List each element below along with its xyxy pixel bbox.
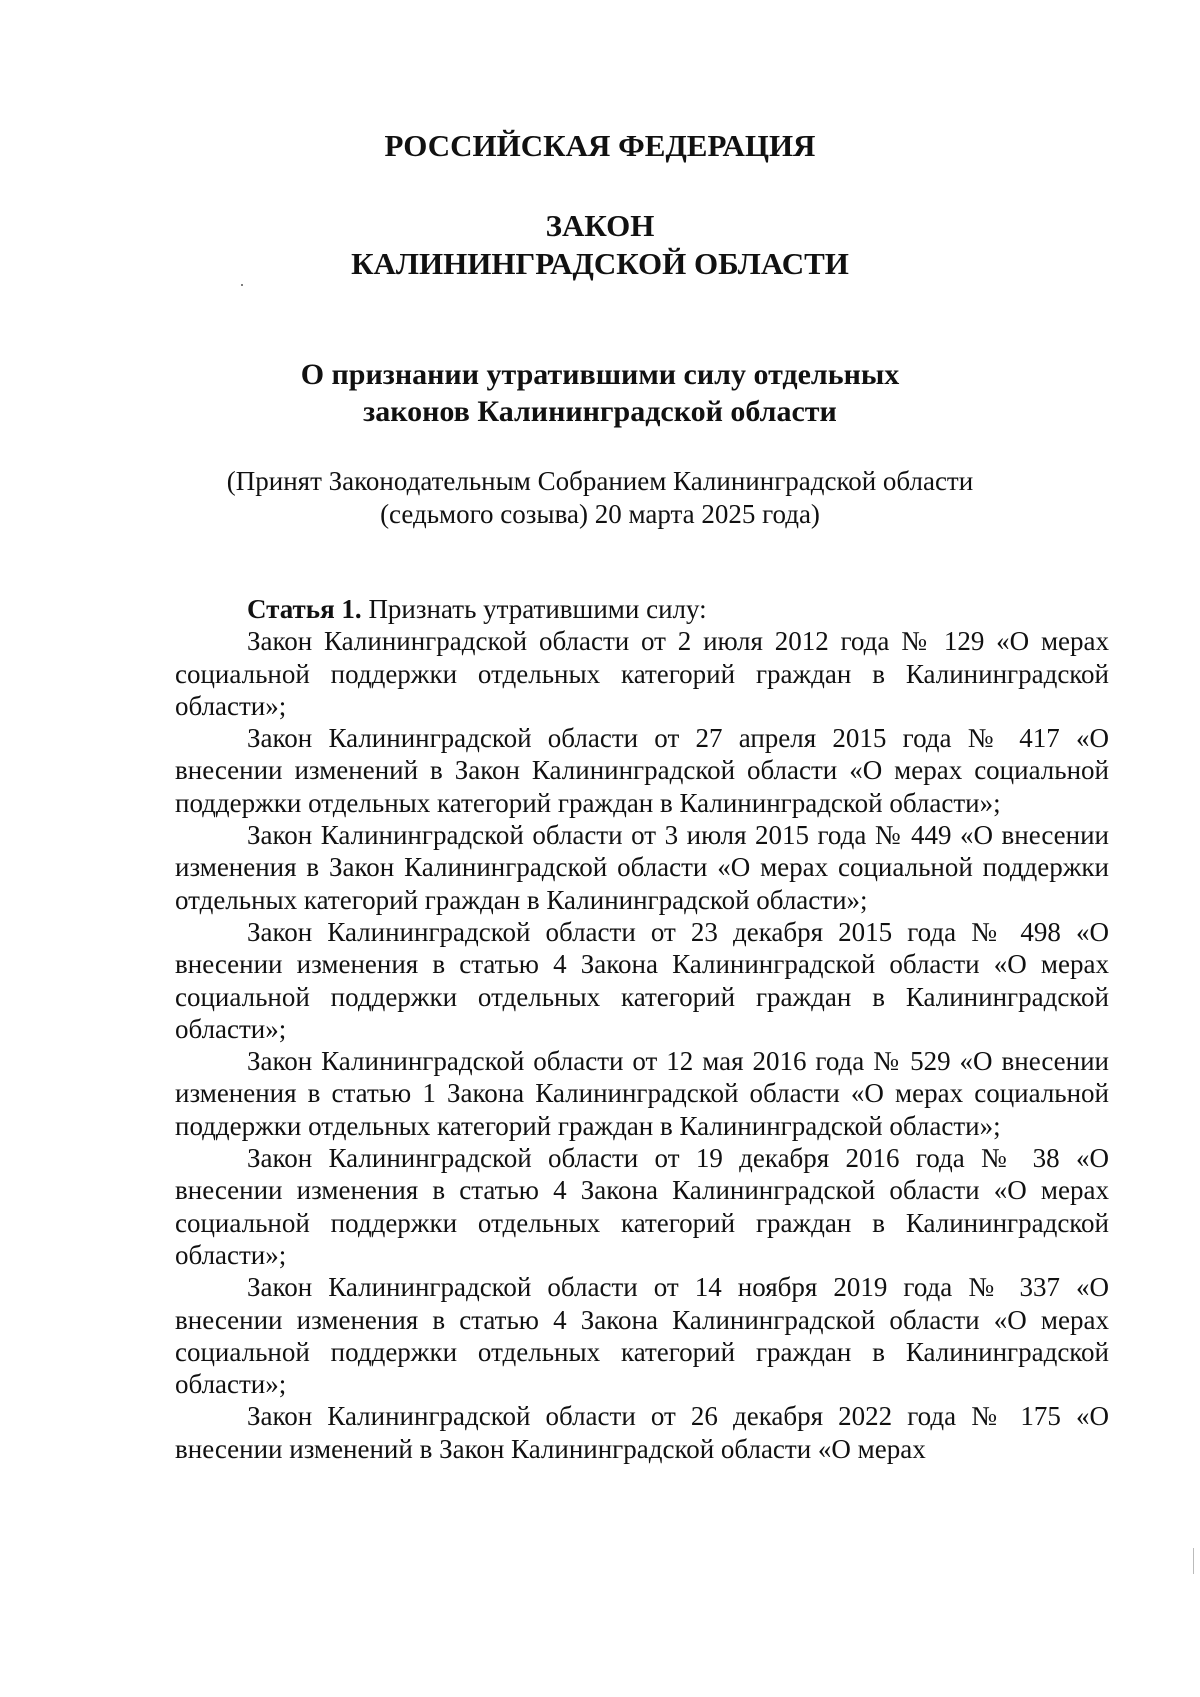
scan-speck [241, 284, 243, 286]
scan-edge-mark [1193, 1548, 1194, 1574]
article-1-intro: Признать утратившими силу: [361, 594, 707, 624]
law-subject-line-1: О признании утратившими силу отдельных [300, 358, 900, 391]
law-region-heading: КАЛИНИНГРАДСКОЙ ОБЛАСТИ [351, 246, 849, 281]
article-1-item: Закон Калининградской области от 2 июля 2012 года № 129 «О мерах социальной поддержки отдельных категорий граждан в Калининградской области»; [175, 626, 1109, 721]
article-1-item: Закон Калининградской области от 27 апреля 2015 года № 417 «О внесении изменений в Закон Калининградской области «О мерах социальной поддержки отдельных категорий граждан в Калининградской области»; [175, 723, 1109, 818]
article-1-item: Закон Калининградской области от 26 декабря 2022 года № 175 «О внесении изменений в Закон Калининградской области «О мерах [175, 1401, 1109, 1464]
article-1-item: Закон Калининградской области от 19 декабря 2016 года № 38 «О внесении изменения в статью 4 Закона Калининградской области «О мерах социальной поддержки отдельных категорий граждан в Калининградской области»; [175, 1143, 1109, 1270]
law-subject [0, 356, 1200, 430]
article-1-heading [175, 593, 1109, 625]
law-subject-line-2: законов Калининградской области [363, 395, 837, 428]
adoption-note [0, 465, 1200, 531]
article-1-item: Закон Калининградской области от 23 декабря 2015 года № 498 «О внесении изменения в статью 4 Закона Калининградской области «О мерах социальной поддержки отдельных категорий граждан в Калининградской области»; [175, 916, 1109, 1044]
adoption-note-line-2: (седьмого созыва) 20 марта 2025 года) [380, 499, 820, 529]
country-heading: РОССИЙСКАЯ ФЕДЕРАЦИЯ [384, 128, 816, 163]
article-1 [175, 593, 1109, 1465]
law-title-heading: ЗАКОН [545, 208, 655, 243]
adoption-note-line-1: (Принят Законодательным Собранием Калининградской области [226, 466, 974, 496]
article-1-item: Закон Калининградской области от 12 мая 2016 года № 529 «О внесении изменения в статью 1 Закона Калининградской области «О мерах социальной поддержки отдельных категорий граждан в Калининградской области»; [175, 1046, 1109, 1141]
article-1-item: Закон Калининградской области от 14 ноября 2019 года № 337 «О внесении изменения в статью 4 Закона Калининградской области «О мерах социальной поддержки отдельных категорий граждан в Калининградской области»; [175, 1272, 1109, 1400]
article-1-item: Закон Калининградской области от 3 июля 2015 года № 449 «О внесении изменения в Закон Калининградской области «О мерах социальной поддержки отдельных категорий граждан в Калининградской области»; [175, 820, 1109, 915]
article-1-label: Статья 1. [247, 594, 362, 624]
